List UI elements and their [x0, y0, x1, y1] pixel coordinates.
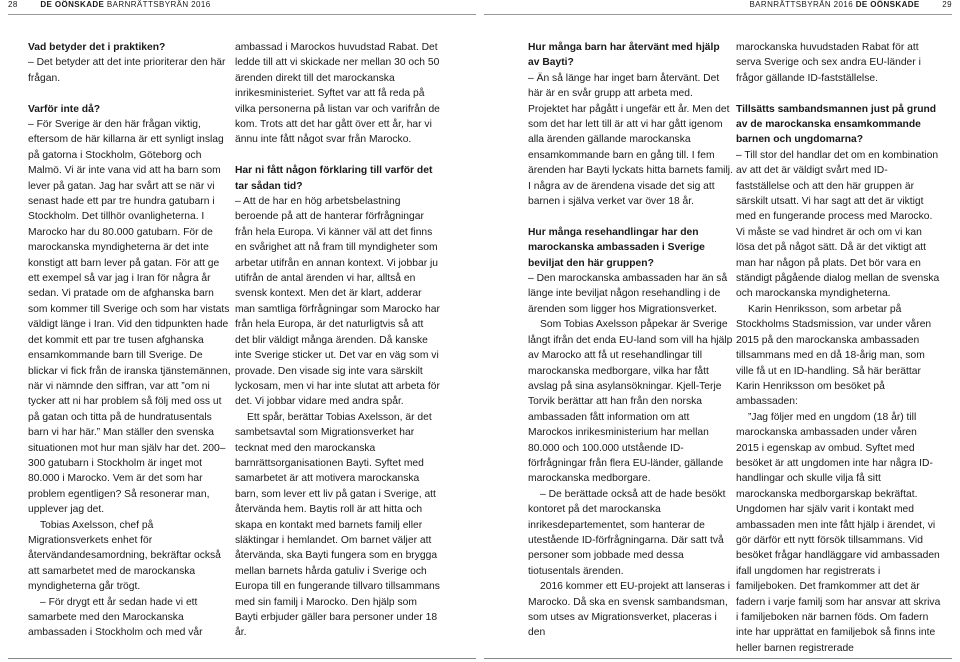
- body-paragraph: – De berättade också att de hade besökt kontoret på det marockanska inrikesdepartementet, som hanterar de utestående ID-förfrågningarna. Där satt två personer som jobbade med dessa tiotusentals ärenden.: [528, 488, 726, 577]
- footer-rule-right: [484, 658, 952, 659]
- body-paragraph: Ett spår, berättar Tobias Axelsson, är det sambetsavtal som Migrationsverket har tecknat med den marockanska barnrättsorganisationen Bayti. Syftet med samarbetet är att motivera marockanska barn, som lever ett liv på gatan i Sverige, att återvända hem. Baytis roll är att hitta och skapa en kontakt med barnets familj eller släktingar i hemlandet. Om barnet väljer att återvända, ska Bayti fungera som en brygga mellan barnets hårda gatuliv i Sverige och Europa till en fungerande tillvaro tillsammans med sin familj i Marocko. Den hjälp som Bayti erbjuder gäller bara personer under 18 år.: [235, 411, 440, 639]
- body-paragraph: – Att de har en hög arbetsbelastning beroende på att de hanterar förfrågningar från hela Europa. Vi känner väl att det finns en svårighet att nå fram till myndigheter som arbetar utifrån en annan kontext. Vi jobbar ju utifrån de antal ärenden vi har, alltså en svensk kontext. Men det är klart, adderar man samtliga förfrågningar som Marocko har från hela Europa, är det naturligtvis så att det blir väldigt många ärenden. Då kanske inte Sverige sticker ut. Det var en väg som vi provade. Den visade sig inte vara särskilt lyckosam, men vi har inte slutat att arbeta för det. Vi jobbar vidare med andra spår.: [235, 196, 440, 408]
- text-column-4: [736, 40, 941, 656]
- header-subtitle-right: BARNRÄTTSBYRÅN 2016: [749, 0, 854, 9]
- body-paragraph: – Det betyder att det inte prioriterar den här frågan.: [28, 57, 226, 84]
- footer-rule-left: [8, 658, 476, 659]
- interview-question: Tillsätts sambandsmannen just på grund av de marockanska ensamkommande barnen och ungdomarna?: [736, 103, 937, 146]
- interview-question: Hur många barn har återvänt med hjälp av Bayti?: [528, 42, 720, 69]
- body-paragraph: – För drygt ett år sedan hade vi ett samarbete med den Marockanska ambassaden i Stockholm och med vår: [28, 596, 203, 639]
- body-paragraph: – Den marockanska ambassaden har än så länge inte beviljat någon resehandling i de ärenden som ligger hos Migrationsverket.: [528, 273, 728, 315]
- body-paragraph: ”Jag följer med en ungdom (18 år) till marockanska ambassaden under våren 2015 i egenskap av ombud. Syftet med besöket är att ungdomen inte har några ID-handlingar och skulle vilja få sitt marockanska medborgarskap bekräftat. Ungdomen har själv varit i kontakt med ambassaden men inte fått hjälp i ärendet, vi gör därför ett nytt försök tillsammans. Vid besöket frågar handläggare vid ambassaden ifall ungdomen har registrerats i familjeboken. Det framkommer att det är fadern i varje familj som har ansvar att skriva i familjeboken när barnen föds. Om fadern inte har upprättat en familjebok så finns inte heller barnen registrerade: [736, 411, 941, 654]
- body-paragraph: 2016 kommer ett EU-projekt att lanseras i Marocko. Då ska en svensk sambandsman, som utses av Migrationsverket, placeras i den: [528, 581, 730, 639]
- body-paragraph: Som Tobias Axelsson påpekar är Sverige långt ifrån det enda EU-land som vill ha hjälp av Marocko att få ut resehandlingar till marockanska medborgare, vilka har fått avslag på sina asylansökningar. Kjell-Terje Torvik berättar att han från den norska ambassaden fått information om att Marockos inrikesministerium har mellan 80.000 och 100.000 utstående ID-förfrågningar från flera EU-länder, gällande marockanska medborgare.: [528, 319, 733, 485]
- text-column-1: [28, 40, 233, 641]
- page-number-left: 28: [8, 0, 18, 9]
- body-paragraph: Tobias Axelsson, chef på Migrationsverkets enhet för återvändandesamordning, bekräftar också att samarbetet med de marockanska myndigheterna går trögt.: [28, 519, 221, 593]
- header-title-left: DE OÖNSKADE: [40, 0, 105, 9]
- interview-question: Hur många resehandlingar har den marockanska ambassaden i Sverige beviljat den här gruppen?: [528, 226, 705, 269]
- body-paragraph: – Till stor del handlar det om en kombination av att det är väldigt svårt med ID-fastställelse och att den här gruppen är särskilt utsatt. Vi har sagt att det är viktigt med en fungerande process med Marocko. Vi måste se vad hindret är och om vi kan lösa det på något sätt. Då är det viktigt att man har någon på plats. Det bör vara en ständigt pågående dialog mellan de svenska och marockanska myndigheterna.: [736, 149, 940, 300]
- paragraph-spacer: [736, 86, 941, 101]
- header-rule-left: [8, 14, 476, 15]
- body-paragraph: ambassad i Marockos huvudstad Rabat. Det ledde till att vi skickade ner mellan 30 och 50 ärenden direkt till det marockanska inrikesministeriet. Syftet var att få reda på vilka personerna på listan var och varifrån de kom. Trots att det har gått över ett år, har vi ännu inte fått något svar från Marocko.: [235, 42, 440, 146]
- paragraph-spacer: [528, 209, 733, 224]
- body-paragraph: Karin Henriksson, som arbetar på Stockholms Stadsmission, var under våren 2015 på den marockanska ambassaden tillsammans med en då 18-årig man, som ville få ut en ID-handling. Så här berättar Karin Henriksson om besöket på ambassaden:: [736, 303, 932, 408]
- body-paragraph: – Än så länge har inget barn återvänt. Det här är en svår grupp att arbeta med. Projektet har pågått i ungefär ett år. Men det som det har lett till är att vi har gått igenom alla ärenden gällande marockanska ensamkommande barn en gång till. I fem ärenden har Bayti lyckats hitta barnets familj. I några av de ärendena visade det sig att barnen i själva verket var över 18 år.: [528, 72, 733, 208]
- interview-question: Har ni fått någon förklaring till varför det tar sådan tid?: [235, 165, 433, 192]
- paragraph-spacer: [28, 86, 233, 101]
- page-number-right: 29: [942, 0, 952, 9]
- paragraph-spacer: [235, 148, 440, 163]
- interview-question: Vad betyder det i praktiken?: [28, 42, 166, 53]
- text-column-3: [528, 40, 733, 641]
- text-column-2: [235, 40, 440, 641]
- header-subtitle-left: BARNRÄTTSBYRÅN 2016: [106, 0, 211, 9]
- interview-question: Varför inte då?: [28, 103, 101, 115]
- header-title-right: DE OÖNSKADE: [855, 0, 920, 9]
- body-paragraph: marockanska huvudstaden Rabat för att serva Sverige och sex andra EU-länder i frågor gällande ID-fastställelse.: [736, 42, 921, 84]
- header-rule-right: [484, 14, 952, 15]
- page-header-right: [749, 0, 952, 14]
- body-paragraph: – För Sverige är den här frågan viktig, eftersom de här killarna är ett synligt inslag på gatorna i Stockholm, Göteborg och Malmö. Vi är inte vana vid att ha barn som lever på gatan. Jag har svårt att se när vi senast hade ett par tre hundra gatubarn i Stockholm. Det tillhör ovanligheterna. I Marocko har du 80.000 gatubarn. För de marockanska myndigheterna är det inte konstigt att barn lever på gatan. För att ge ett exempel så var jag i Iran för några år sedan. Vi pratade om de afghanska barn som kommer till Sverige och som har vistats väldigt länge i Iran. Vid den tidpunkten hade det kommit ett par tre tusen afghanska ensamkommande barn till Sverige. De blickar vi fick från de iranska tjänstemännen, när vi nämnde den siffran, var att ”om ni tycker att ni har problem så följ med oss ut på gatan och titta på de hundratusentals barn vi har här.” Man ställer den svenska situationen mot hur man själv har det. 200–300 gatubarn i Stockholm är inget mot 80.000 i Marocko. Vem är det som har problem egentligen? Så resonerar man, upplever jag det.: [28, 119, 231, 516]
- page-header-left: [8, 0, 211, 14]
